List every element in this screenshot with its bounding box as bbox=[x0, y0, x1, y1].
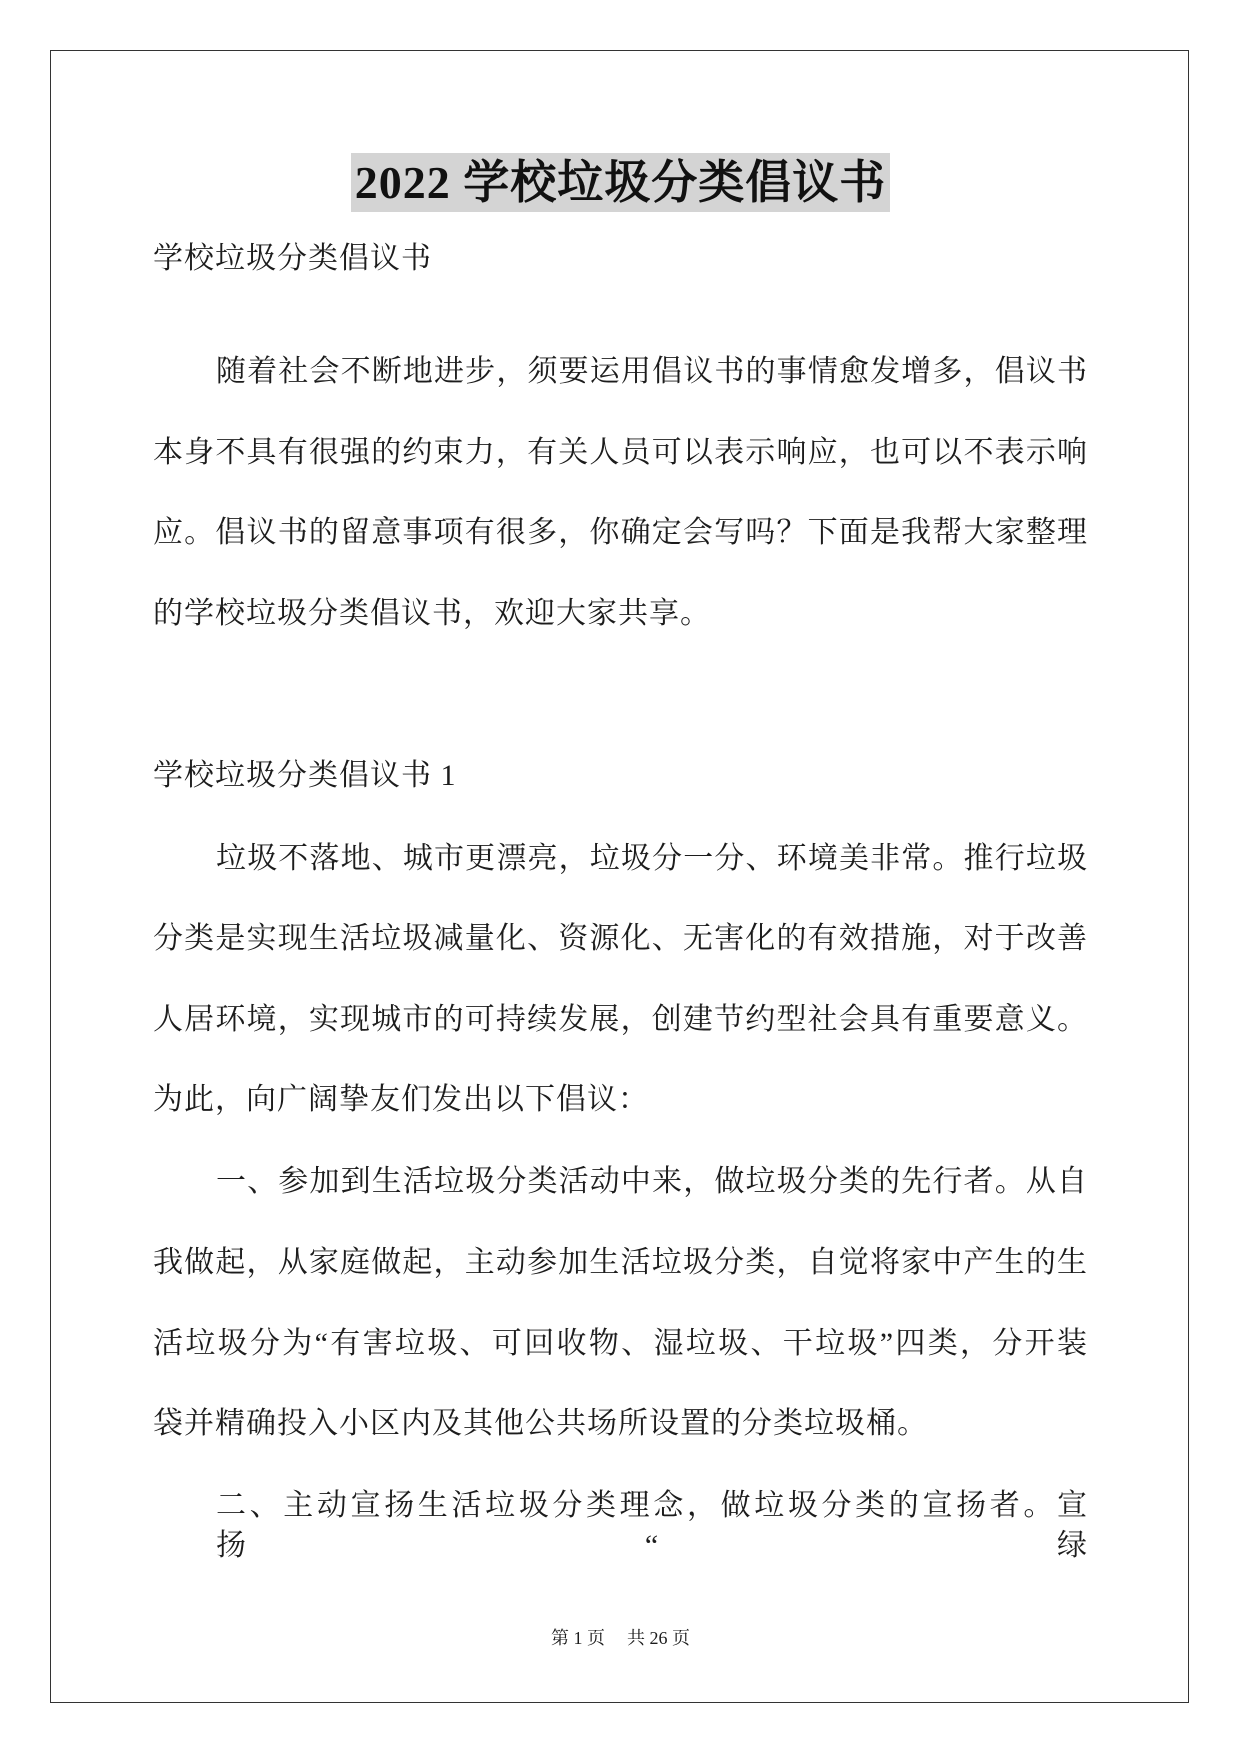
paragraph-line: 二、主动宣扬生活垃圾分类理念，做垃圾分类的宣扬者。宣扬“绿 bbox=[216, 1489, 1088, 1562]
page-total: 共 26 页 bbox=[627, 1628, 690, 1648]
paragraph-line: 袋并精确投入小区内及其他公共场所设置的分类垃圾桶。 bbox=[153, 1407, 928, 1440]
section-heading: 学校垃圾分类倡议书 1 bbox=[153, 759, 457, 792]
paragraph-line: 活垃圾分为“有害垃圾、可回收物、湿垃圾、干垃圾”四类，分开装 bbox=[153, 1327, 1088, 1360]
page-footer bbox=[0, 1626, 1241, 1650]
paragraph-line: 我做起，从家庭做起，主动参加生活垃圾分类，自觉将家中产生的生 bbox=[153, 1246, 1088, 1279]
intro-line: 随着社会不断地进步，须要运用倡议书的事情愈发增多，倡议书 bbox=[216, 355, 1088, 388]
page-number: 第 1 页 bbox=[551, 1628, 605, 1648]
document-subtitle: 学校垃圾分类倡议书 bbox=[153, 242, 432, 275]
paragraph-line: 垃圾不落地、城市更漂亮，垃圾分一分、环境美非常。推行垃圾 bbox=[216, 842, 1088, 875]
intro-line: 的学校垃圾分类倡议书，欢迎大家共享。 bbox=[153, 597, 711, 630]
paragraph-line: 一、参加到生活垃圾分类活动中来，做垃圾分类的先行者。从自 bbox=[216, 1165, 1088, 1198]
title-container bbox=[0, 153, 1241, 212]
intro-line: 应。倡议书的留意事项有很多，你确定会写吗？下面是我帮大家整理 bbox=[153, 516, 1088, 549]
paragraph-line: 人居环境，实现城市的可持续发展，创建节约型社会具有重要意义。 bbox=[153, 1003, 1088, 1036]
paragraph-line: 为此，向广阔挚友们发出以下倡议： bbox=[153, 1083, 649, 1116]
intro-line: 本身不具有很强的约束力，有关人员可以表示响应，也可以不表示响 bbox=[153, 436, 1088, 469]
document-title: 2022 学校垃圾分类倡议书 bbox=[351, 153, 891, 212]
paragraph-line: 分类是实现生活垃圾减量化、资源化、无害化的有效措施，对于改善 bbox=[153, 922, 1088, 955]
